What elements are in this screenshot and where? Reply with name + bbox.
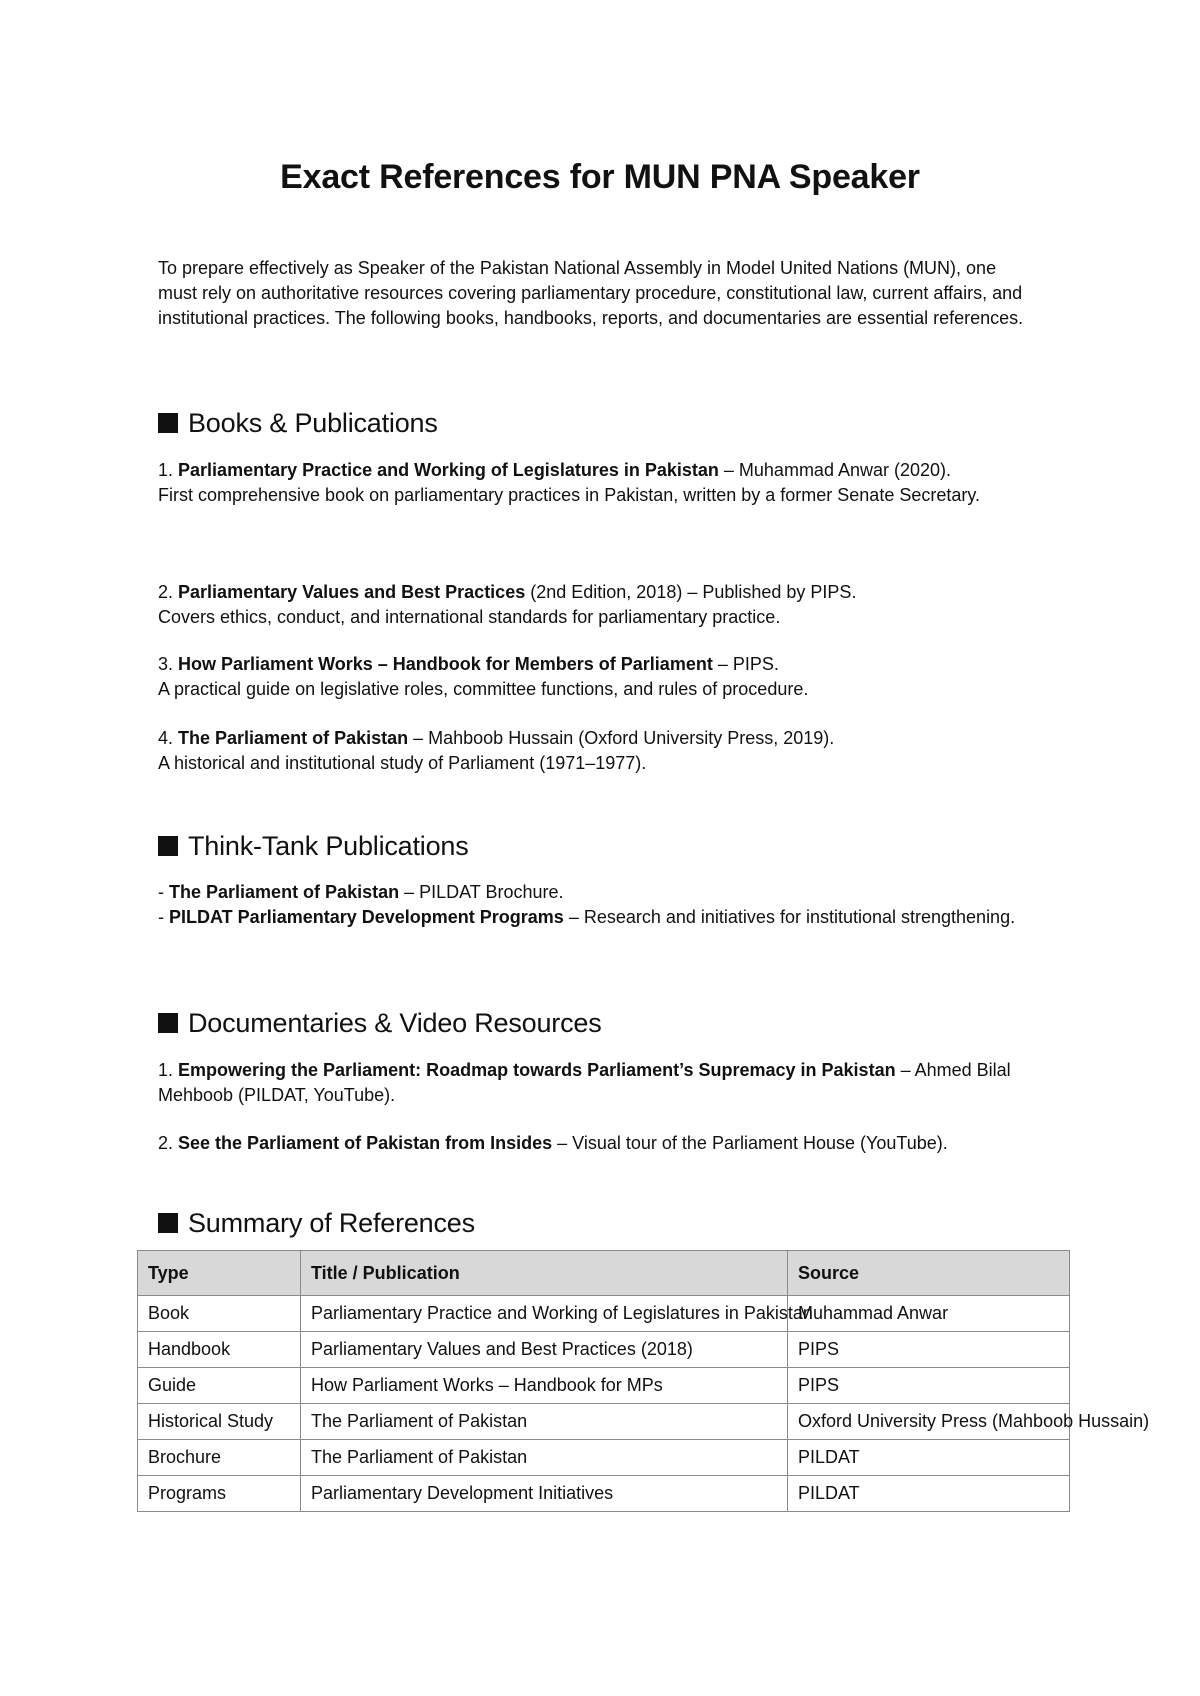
documentary-entry: 1. Empowering the Parliament: Roadmap towards Parliament’s Supremacy in Pakistan – Ahmed Bilal Mehboob (PILDAT, YouTube). [158, 1060, 1011, 1105]
table-row [138, 1476, 1070, 1512]
cell-source: Muhammad Anwar [788, 1296, 1070, 1332]
table-row [138, 1296, 1070, 1332]
book-entry: 1. Parliamentary Practice and Working of Legislatures in Pakistan – Muhammad Anwar (2020). First comprehensive book on parliamentary practices in Pakistan, written by a former Senate Secretary. [158, 458, 1038, 508]
cell-source: PILDAT [788, 1476, 1070, 1512]
cell-title: The Parliament of Pakistan [301, 1404, 788, 1440]
cell-type: Programs [138, 1476, 301, 1512]
cell-type: Guide [138, 1368, 301, 1404]
book-entry: 2. Parliamentary Values and Best Practices (2nd Edition, 2018) – Published by PIPS. Covers ethics, conduct, and international standards for parliamentary practice. [158, 580, 1038, 630]
section-heading-thinktank: Think-Tank Publications [158, 831, 469, 862]
cell-source: Oxford University Press (Mahboob Hussain) [788, 1404, 1070, 1440]
list-item: - The Parliament of Pakistan – PILDAT Brochure. [158, 882, 564, 902]
book-title: Parliamentary Values and Best Practices [178, 582, 526, 602]
cell-type: Handbook [138, 1332, 301, 1368]
book-entry: 4. The Parliament of Pakistan – Mahboob Hussain (Oxford University Press, 2019). A historical and institutional study of Parliament (1971–1977). [158, 726, 1038, 776]
cell-title: Parliamentary Practice and Working of Legislatures in Pakistan [301, 1296, 788, 1332]
square-bullet-icon [158, 413, 178, 433]
table-row [138, 1440, 1070, 1476]
cell-source: PIPS [788, 1332, 1070, 1368]
table-row [138, 1368, 1070, 1404]
documentary-entry: 2. See the Parliament of Pakistan from Insides – Visual tour of the Parliament House (YouTube). [158, 1133, 948, 1153]
book-title: How Parliament Works – Handbook for Members of Parliament [178, 654, 713, 674]
section-heading-books: Books & Publications [158, 408, 438, 439]
documentary-title: Empowering the Parliament: Roadmap towards Parliament’s Supremacy in Pakistan [178, 1060, 896, 1080]
cell-title: Parliamentary Values and Best Practices (2018) [301, 1332, 788, 1368]
cell-type: Historical Study [138, 1404, 301, 1440]
table-header-row [138, 1251, 1070, 1296]
cell-title: How Parliament Works – Handbook for MPs [301, 1368, 788, 1404]
book-title: Parliamentary Practice and Working of Legislatures in Pakistan [178, 460, 719, 480]
column-header-source: Source [788, 1251, 1070, 1296]
square-bullet-icon [158, 1213, 178, 1233]
square-bullet-icon [158, 836, 178, 856]
documentary-title: See the Parliament of Pakistan from Insides [178, 1133, 553, 1153]
cell-source: PIPS [788, 1368, 1070, 1404]
section-heading-summary: Summary of References [158, 1208, 475, 1239]
list-item: - PILDAT Parliamentary Development Programs – Research and initiatives for institutional strengthening. [158, 907, 1016, 927]
cell-type: Brochure [138, 1440, 301, 1476]
cell-title: Parliamentary Development Initiatives [301, 1476, 788, 1512]
table-row [138, 1332, 1070, 1368]
cell-title: The Parliament of Pakistan [301, 1440, 788, 1476]
cell-type: Book [138, 1296, 301, 1332]
intro-paragraph: To prepare effectively as Speaker of the Pakistan National Assembly in Model United Nations (MUN), one must rely on authoritative resources covering parliamentary procedure, constitutional law, current affairs, and institutional practices. The following books, handbooks, reports, and documentaries are essential references. [158, 258, 1024, 328]
table-row [138, 1404, 1070, 1440]
thinktank-list [158, 880, 1038, 930]
book-title: The Parliament of Pakistan [178, 728, 409, 748]
book-description: A practical guide on legislative roles, committee functions, and rules of procedure. [158, 679, 809, 699]
book-description: First comprehensive book on parliamentary practices in Pakistan, written by a former Senate Secretary. [158, 485, 981, 505]
summary-table [137, 1250, 1150, 1512]
page-title: Exact References for MUN PNA Speaker [280, 158, 920, 196]
column-header-title: Title / Publication [301, 1251, 788, 1296]
book-description: Covers ethics, conduct, and international standards for parliamentary practice. [158, 607, 781, 627]
book-description: A historical and institutional study of Parliament (1971–1977). [158, 753, 647, 773]
column-header-type: Type [138, 1251, 301, 1296]
section-heading-documentaries: Documentaries & Video Resources [158, 1008, 602, 1039]
square-bullet-icon [158, 1013, 178, 1033]
cell-source: PILDAT [788, 1440, 1070, 1476]
book-entry: 3. How Parliament Works – Handbook for Members of Parliament – PIPS. A practical guide on legislative roles, committee functions, and rules of procedure. [158, 652, 1038, 702]
